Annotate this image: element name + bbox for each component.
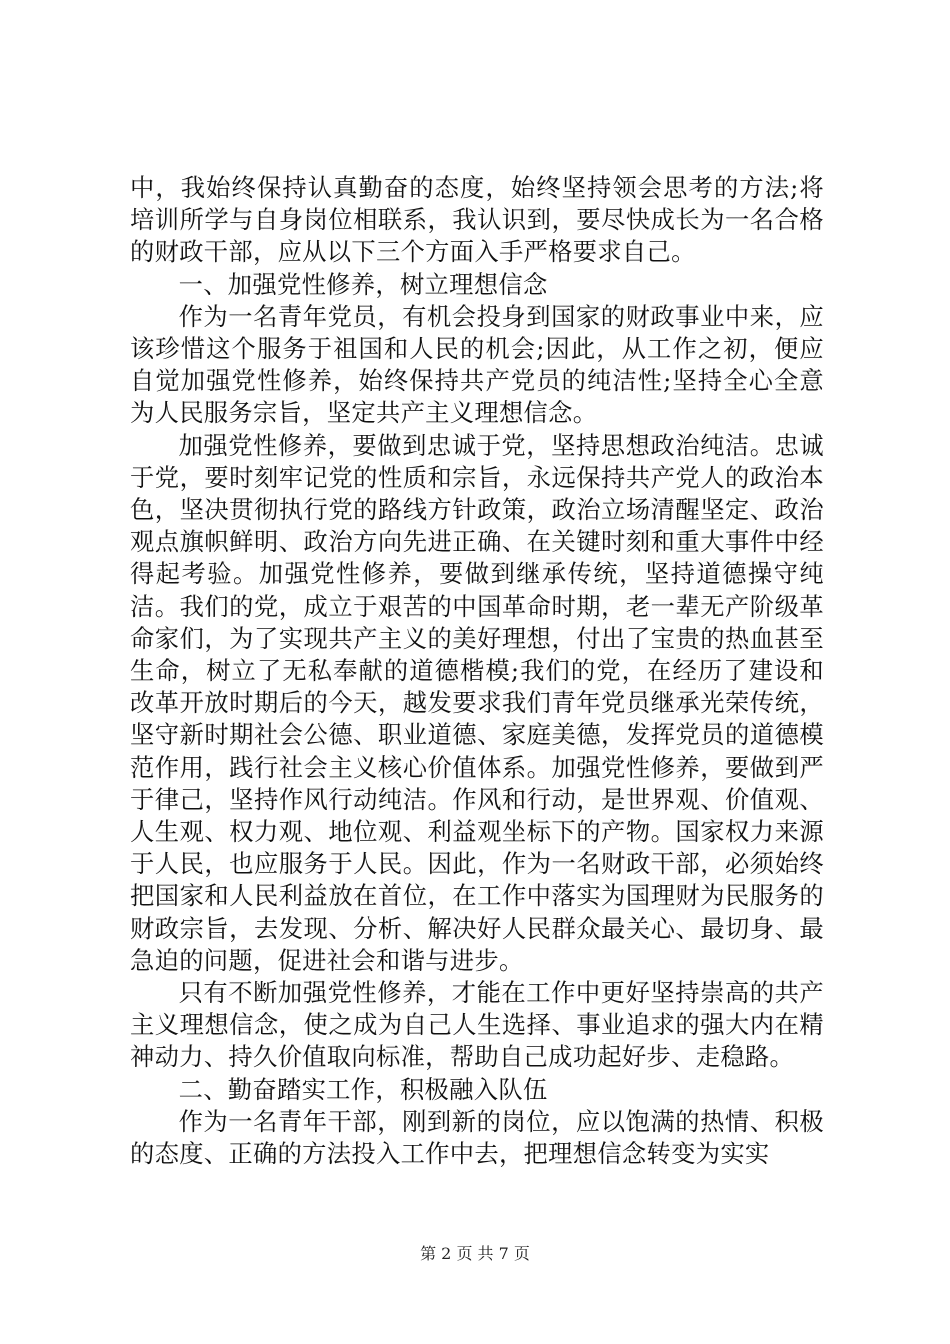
page-footer: 第 2 页 共 7 页 bbox=[420, 1244, 530, 1263]
paragraph-4: 作为一名青年干部，刚到新的岗位，应以饱满的热情、积极的态度、正确的方法投入工作中去，把理想信念转变为实实 bbox=[130, 1106, 824, 1169]
section-heading-2: 二、勤奋踏实工作，积极融入队伍 bbox=[178, 1074, 548, 1104]
document-body bbox=[130, 172, 824, 1170]
paragraph-1: 作为一名青年党员，有机会投身到国家的财政事业中来，应该珍惜这个服务于祖国和人民的机会;因此，从工作之初，便应自觉加强党性修养，始终保持共产党员的纯洁性;坚持全心全意为人民服务宗旨，坚定共产主义理想信念。 bbox=[130, 301, 824, 428]
paragraph-3: 只有不断加强党性修养，才能在工作中更好坚持崇高的共产主义理想信念，使之成为自己人生选择、事业追求的强大内在精神动力、持久价值取向标准，帮助自己成功起好步、走稳路。 bbox=[130, 978, 824, 1072]
paragraph-2: 加强党性修养，要做到忠诚于党，坚持思想政治纯洁。忠诚于党，要时刻牢记党的性质和宗旨，永远保持共产党人的政治本色，坚决贯彻执行党的路线方针政策，政治立场清醒坚定、政治观点旗帜鲜明、政治方向先进正确、在关键时刻和重大事件中经得起考验。加强党性修养，要做到继承传统，坚持道德操守纯洁。我们的党，成立于艰苦的中国革命时期，老一辈无产阶级革命家们，为了实现共产主义的美好理想，付出了宝贵的热血甚至生命，树立了无私奉献的道德楷模;我们的党，在经历了建设和改革开放时期后的今天，越发要求我们青年党员继承光荣传统，坚守新时期社会公德、职业道德、家庭美德，发挥党员的道德模范作用，践行社会主义核心价值体系。加强党性修养，要做到严于律己，坚持作风行动纯洁。作风和行动，是世界观、价值观、人生观、权力观、地位观、利益观坐标下的产物。国家权力来源于人民，也应服务于人民。因此，作为一名财政干部，必须始终把国家和人民利益放在首位，在工作中落实为国理财为民服务的财政宗旨，去发现、分析、解决好人民群众最关心、最切身、最急迫的问题，促进社会和谐与进步。 bbox=[130, 430, 824, 975]
paragraph-intro: 中，我始终保持认真勤奋的态度，始终坚持领会思考的方法;将培训所学与自身岗位相联系，我认识到，要尽快成长为一名合格的财政干部，应从以下三个方面入手严格要求自己。 bbox=[130, 173, 824, 267]
section-heading-1: 一、加强党性修养，树立理想信念 bbox=[178, 269, 548, 299]
